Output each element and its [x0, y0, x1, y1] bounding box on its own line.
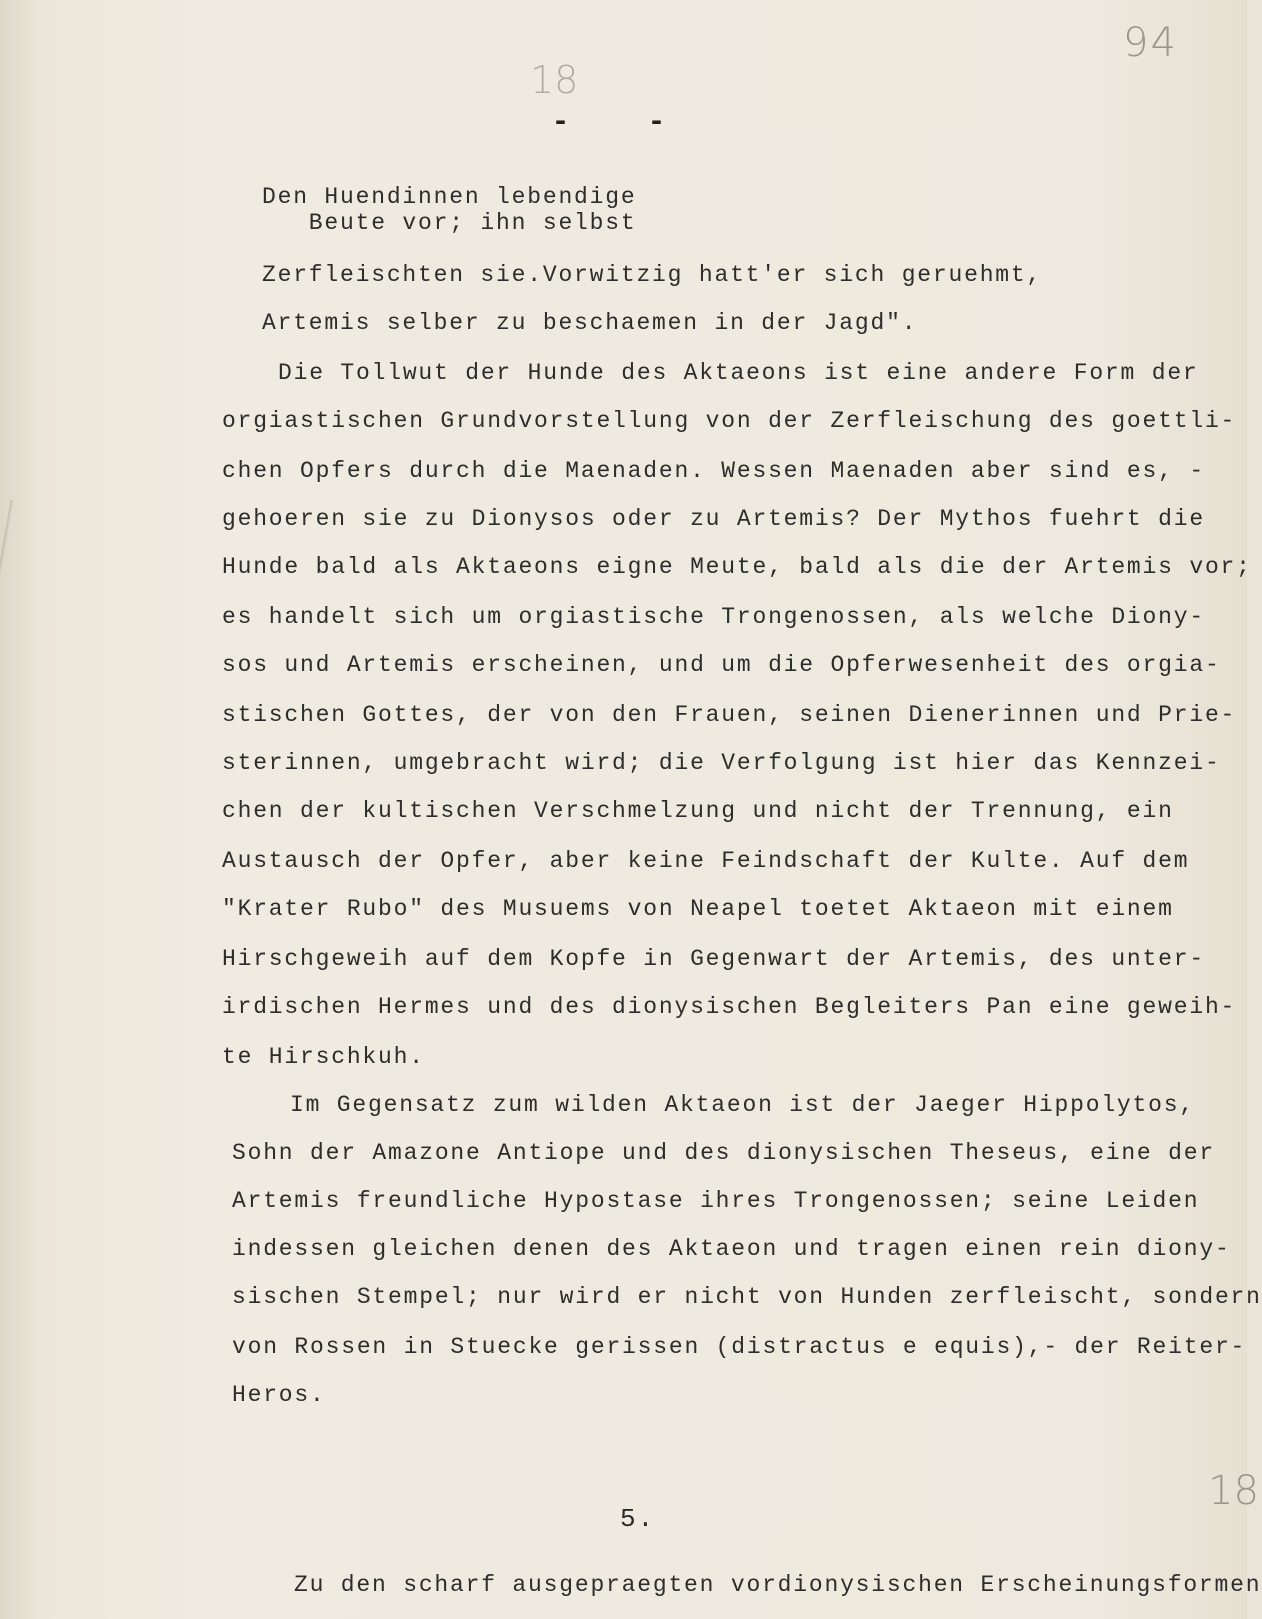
- text-line: Artemis selber zu beschaemen in der Jagd".: [262, 310, 918, 336]
- text-line: indessen gleichen denen des Aktaeon und tragen einen rein diony-: [232, 1236, 1231, 1262]
- text-line: von Rossen in Stuecke gerissen (distractus e equis),- der Reiter-: [232, 1334, 1247, 1360]
- text-line: Zerfleischten sie.Vorwitzig hatt'er sich geruehmt,: [262, 262, 1043, 288]
- text-line: orgiastischen Grundvorstellung von der Zerfleischung des goettli-: [222, 408, 1237, 434]
- text-line: Hirschgeweih auf dem Kopfe in Gegenwart der Artemis, des unter-: [222, 946, 1205, 972]
- text-line: gehoeren sie zu Dionysos oder zu Artemis? Der Mythos fuehrt die: [222, 506, 1205, 532]
- text-line: Hunde bald als Aktaeons eigne Meute, bald als die der Artemis vor;: [222, 554, 1252, 580]
- page-number-top-annotation: 18: [530, 58, 579, 102]
- text-line: Heros.: [232, 1382, 326, 1408]
- text-line: Austausch der Opfer, aber keine Feindschaft der Kulte. Auf dem: [222, 848, 1190, 874]
- text-line: Im Gegensatz zum wilden Aktaeon ist der Jaeger Hippolytos,: [290, 1092, 1195, 1118]
- text-line: "Krater Rubo" des Musuems von Neapel toetet Aktaeon mit einem: [222, 896, 1174, 922]
- text-line: chen der kultischen Verschmelzung und nicht der Trennung, ein: [222, 798, 1174, 824]
- text-line: Beute vor; ihn selbst: [262, 210, 637, 236]
- text-line: Artemis freundliche Hypostase ihres Trongenossen; seine Leiden: [232, 1188, 1200, 1214]
- text-line: irdischen Hermes und des dionysischen Begleiters Pan eine geweih-: [222, 994, 1237, 1020]
- text-line: sischen Stempel; nur wird er nicht von Hunden zerfleischt, sondern: [232, 1284, 1262, 1310]
- archive-number-annotation: 94: [1123, 20, 1178, 66]
- text-line: chen Opfers durch die Maenaden. Wessen Maenaden aber sind es, -: [222, 458, 1205, 484]
- text-line: te Hirschkuh.: [222, 1044, 425, 1070]
- text-line: Sohn der Amazone Antiope und des dionysischen Theseus, eine der: [232, 1140, 1215, 1166]
- text-line: Die Tollwut der Hunde des Aktaeons ist eine andere Form der: [278, 360, 1199, 386]
- section-number: 5.: [620, 1504, 656, 1534]
- page-crease: [0, 500, 60, 1619]
- text-line: Zu den scharf ausgepraegten vordionysischen Erscheinungsformen: [294, 1572, 1262, 1598]
- page-number-side-annotation: 18: [1208, 1468, 1259, 1514]
- text-line: sterinnen, umgebracht wird; die Verfolgung ist hier das Kennzei-: [222, 750, 1221, 776]
- text-line: stischen Gottes, der von den Frauen, seinen Dienerinnen und Prie-: [222, 702, 1237, 728]
- text-line: Den Huendinnen lebendige: [262, 184, 637, 210]
- page-header-dashes: - -: [551, 106, 696, 140]
- text-line: es handelt sich um orgiastische Trongenossen, als welche Diony-: [222, 604, 1205, 630]
- text-line: sos und Artemis erscheinen, und um die Opferwesenheit des orgia-: [222, 652, 1221, 678]
